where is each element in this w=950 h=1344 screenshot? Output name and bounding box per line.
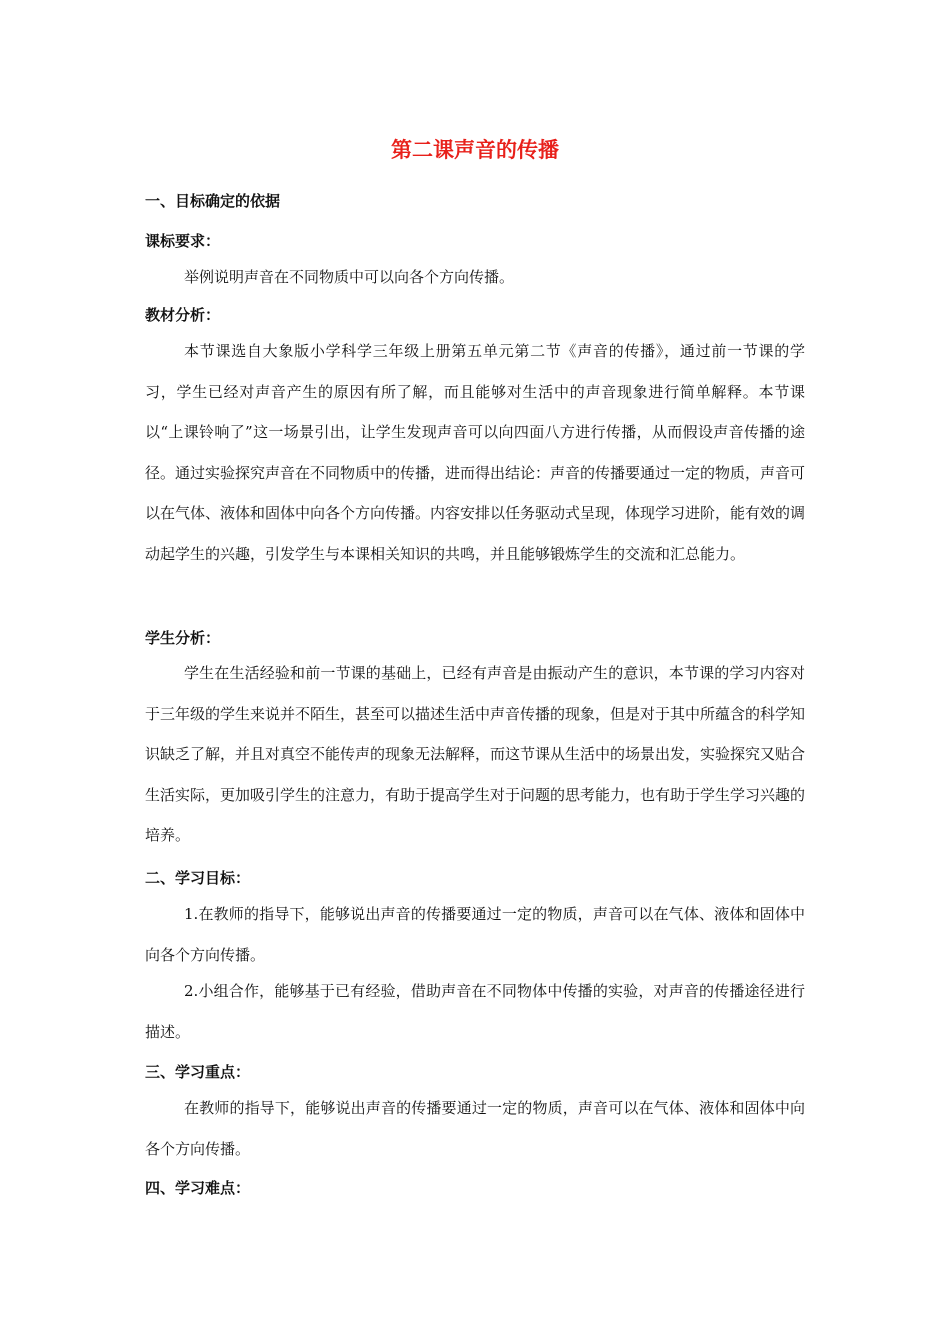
section-heading-learning-goals: 二、学习目标： [145, 869, 251, 887]
section-heading-key-points: 三、学习重点： [145, 1063, 251, 1081]
document-title: 第二课声音的传播 [391, 138, 559, 162]
paragraph-textbook-analysis: 本节课选自大象版小学科学三年级上册第五单元第二节《声音的传播》，通过前一节课的学习，学生已经对声音产生的原因有所了解，而且能够对生活中的声音现象进行简单解释。本节课以“上课铃响了”这一场景引出，让学生发现声音可以向四面八方进行传播，从而假设声音传播的途径。通过实验探究声音在不同物质中的传播，进而得出结论：声音的传播要通过一定的物质，声音可以在气体、液体和固体中向各个方向传播。内容安排以任务驱动式呈现，体现学习进阶，能有效的调动起学生的兴趣，引发学生与本课相关知识的共鸣，并且能够锻炼学生的交流和汇总能力。 [145, 342, 806, 563]
paragraph-goal-1: 1.在教师的指导下，能够说出声音的传播要通过一定的物质，声音可以在气体、液体和固体中向各个方向传播。 [145, 905, 805, 964]
subheading-textbook-analysis: 教材分析： [145, 306, 221, 324]
paragraph-goal-2: 2.小组合作，能够基于已有经验，借助声音在不同物体中传播的实验，对声音的传播途径进行描述。 [145, 982, 805, 1041]
subheading-student-analysis: 学生分析： [145, 629, 221, 647]
paragraph-curriculum-standard: 举例说明声音在不同物质中可以向各个方向传播。 [184, 268, 515, 286]
section-heading-basis: 一、目标确定的依据 [145, 192, 281, 210]
paragraph-student-analysis: 学生在生活经验和前一节课的基础上，已经有声音是由振动产生的意识，本节课的学习内容对于三年级的学生来说并不陌生，甚至可以描述生活中声音传播的现象，但是对于其中所蕴含的科学知识缺乏了解，并且对真空不能传声的现象无法解释，而这节课从生活中的场景出发，实验探究又贴合生活实际，更加吸引学生的注意力，有助于提高学生对于问题的思考能力，也有助于学生学习兴趣的培养。 [145, 664, 806, 844]
paragraph-key-points: 在教师的指导下，能够说出声音的传播要通过一定的物质，声音可以在气体、液体和固体中向各个方向传播。 [145, 1099, 805, 1158]
section-heading-difficulties: 四、学习难点： [145, 1179, 251, 1197]
subheading-curriculum-standard: 课标要求： [145, 232, 221, 250]
